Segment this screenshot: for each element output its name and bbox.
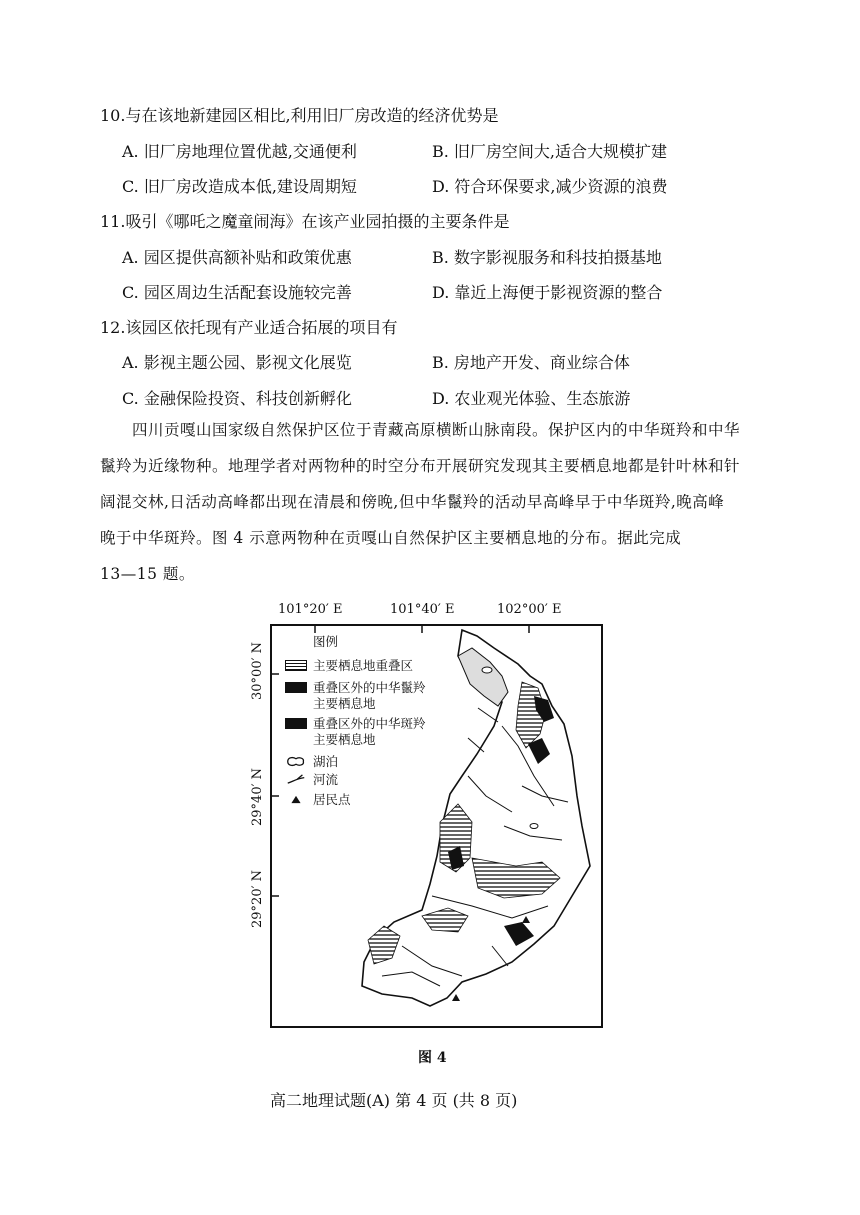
reading-passage — [100, 412, 780, 592]
figure-caption: 图 4 — [418, 1050, 447, 1066]
longitude-tick-label: 101°20′ E — [278, 602, 343, 617]
question-10-option-b: B. 旧厂房空间大,适合大规模扩建 — [432, 142, 668, 161]
question-10-option-d: D. 符合环保要求,减少资源的浪费 — [432, 177, 668, 196]
settlement-marker — [452, 994, 460, 1001]
question-12-option-c: C. 金融保险投资、科技创新孵化 — [122, 389, 352, 408]
latitude-tick-label: 29°40′ N — [250, 767, 265, 826]
river-icon — [285, 774, 307, 785]
latitude-tick-label: 29°20′ N — [250, 869, 265, 928]
settlement-triangle-icon — [285, 794, 307, 805]
longitude-tick-label: 101°40′ E — [390, 602, 455, 617]
legend-title: 图例 — [313, 634, 339, 649]
question-11-option-c: C. 园区周边生活配套设施较完善 — [122, 283, 352, 302]
question-11-option-b: B. 数字影视服务和科技拍摄基地 — [432, 248, 662, 267]
passage-line: 晚于中华斑羚。图 4 示意两物种在贡嘎山自然保护区主要栖息地的分布。据此完成 — [100, 529, 682, 547]
question-10-option-a: A. 旧厂房地理位置优越,交通便利 — [122, 142, 357, 161]
passage-line: 13—15 题。 — [100, 565, 195, 583]
latitude-tick-label: 30°00′ N — [250, 641, 265, 700]
question-12-stem: 12.该园区依托现有产业适合拓展的项目有 — [100, 318, 398, 337]
solid-goral-swatch-icon — [285, 718, 307, 729]
longitude-tick-label: 102°00′ E — [497, 602, 562, 617]
question-10-option-c: C. 旧厂房改造成本低,建设周期短 — [122, 177, 357, 196]
question-11-option-d: D. 靠近上海便于影视资源的整合 — [432, 283, 663, 302]
question-11-option-a: A. 园区提供高额补贴和政策优惠 — [122, 248, 352, 267]
lake-shape — [530, 824, 538, 829]
question-11-stem: 11.吸引《哪吒之魔童闹海》在该产业园拍摄的主要条件是 — [100, 212, 510, 231]
lake-shape — [482, 667, 492, 673]
question-12-option-b: B. 房地产开发、商业综合体 — [432, 353, 630, 372]
passage-line: 阔混交林,日活动高峰都出现在清晨和傍晚,但中华鬣羚的活动早高峰早于中华斑羚,晚高峰 — [100, 493, 725, 511]
question-10-stem: 10.与在该地新建园区相比,利用旧厂房改造的经济优势是 — [100, 106, 499, 125]
passage-line: 四川贡嘎山国家级自然保护区位于青藏高原横断山脉南段。保护区内的中华斑羚和中华 — [132, 421, 741, 439]
question-12-option-d: D. 农业观光体验、生态旅游 — [432, 389, 631, 408]
hatched-overlap-swatch-icon — [285, 660, 307, 671]
lake-icon — [285, 756, 307, 767]
solid-serow-swatch-icon — [285, 682, 307, 693]
passage-line: 鬣羚为近缘物种。地理学者对两物种的时空分布开展研究发现其主要栖息地都是针叶林和针 — [100, 457, 741, 475]
page-footer: 高二地理试题(A) 第 4 页 (共 8 页) — [270, 1091, 518, 1110]
question-12-option-a: A. 影视主题公园、影视文化展览 — [122, 353, 352, 372]
